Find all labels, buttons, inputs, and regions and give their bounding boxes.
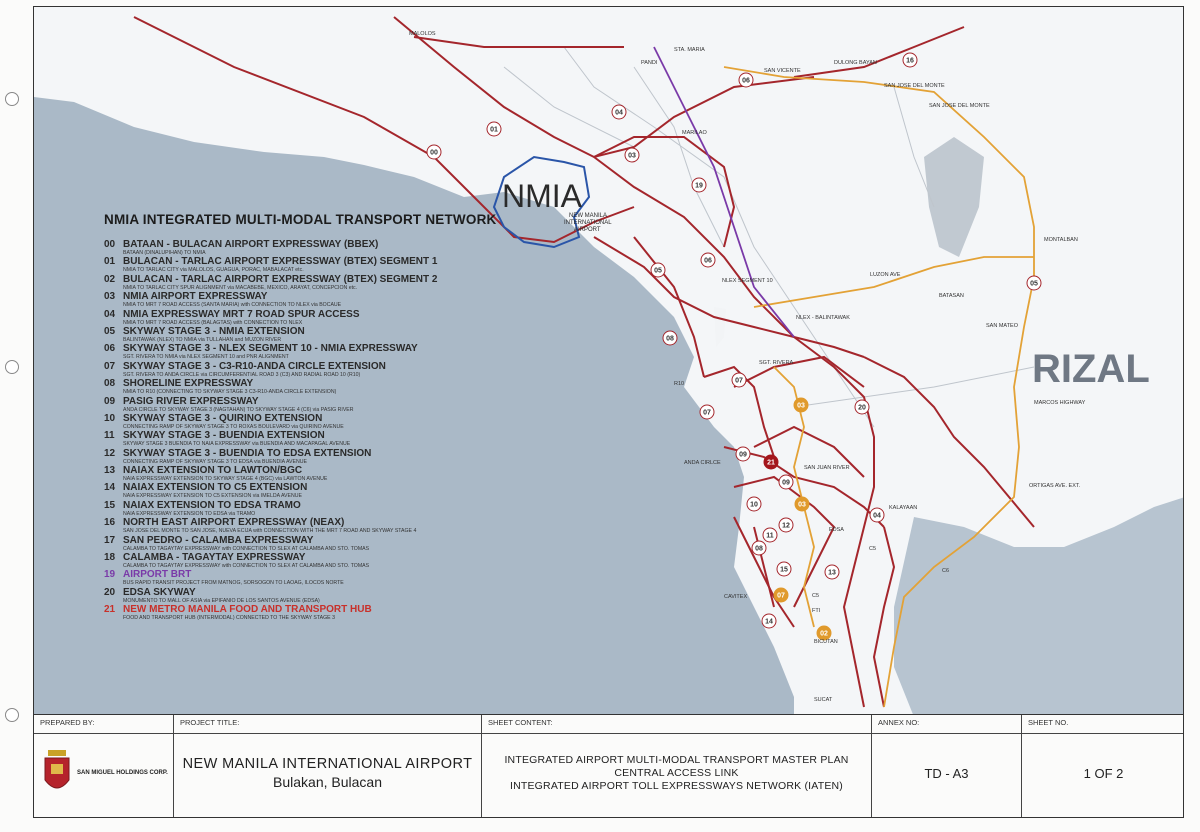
- label-cavitex: CAVITEX: [724, 594, 748, 600]
- route-marker-number: 03: [628, 152, 636, 160]
- legend-item: [104, 413, 524, 430]
- legend-item: [104, 274, 524, 291]
- nmia-sub-1: NEW MANILA: [569, 213, 608, 219]
- label-montalban: MONTALBAN: [1044, 237, 1078, 243]
- legend-item-name: BULACAN - TARLAC AIRPORT EXPRESSWAY (BTEX) SEGMENT 2: [123, 273, 438, 285]
- route-marker-number: 19: [695, 182, 703, 190]
- legend-item-title: [104, 482, 524, 493]
- route-marker[interactable]: [736, 447, 750, 461]
- route-04: [414, 37, 624, 47]
- route-marker[interactable]: [739, 73, 753, 87]
- legend-item-name: NEW METRO MANILA FOOD AND TRANSPORT HUB: [123, 604, 372, 616]
- route-marker-number: 15: [780, 566, 788, 574]
- legend-item-description: BATAAN (DINALUPIHAN) TO NMIA: [123, 250, 206, 256]
- legend-item-name: NMIA AIRPORT EXPRESSWAY: [123, 291, 268, 303]
- legend-item-name: BATAAN - BULACAN AIRPORT EXPRESSWAY (BBEX): [123, 239, 379, 250]
- label-anda-circle: ANDA CIRLCE: [684, 460, 721, 466]
- legend-item-number: 17: [104, 534, 116, 546]
- project-title-cell: [174, 715, 482, 817]
- legend-title: NMIA INTEGRATED MULTI-MODAL TRANSPORT NETWORK: [104, 212, 497, 227]
- legend-item-description: BALINTAWAK (NLEX) TO NMIA via TULLAHAN and MUZON RIVER: [123, 336, 282, 343]
- legend-item-number: 13: [104, 465, 116, 477]
- legend-item-number: 02: [104, 273, 116, 285]
- legend-item-number: 21: [104, 604, 116, 616]
- route-marker-number: 11: [766, 532, 774, 540]
- route-marker[interactable]: [779, 518, 793, 532]
- legend-item-description: CALAMBA TO TAGAYTAY EXPRESSWAY with CONNECTION TO SLEX AT CALAMBA AND STO. TOMAS: [123, 545, 370, 552]
- route-16: [794, 27, 964, 77]
- annex-cell: [872, 715, 1022, 817]
- legend-item-number: 19: [104, 569, 116, 581]
- label-luzon-ave: LUZON AVE: [870, 272, 901, 278]
- legend-item-description: FOOD AND TRANSPORT HUB (INTERMODAL) CONNECTED TO THE SKYWAY STAGE 3: [123, 615, 335, 622]
- route-marker[interactable]: [794, 398, 808, 412]
- legend-item-description: SGT. RIVERA TO NMIA via NLEX SEGMENT 10 and PNR ALIGNMENT: [123, 354, 289, 361]
- legend-item-name: PASIG RIVER EXPRESSWAY: [123, 395, 259, 407]
- legend-item-title: [104, 552, 524, 563]
- route-c5: [874, 527, 894, 707]
- legend-item-description: NMIA TO TARLAC CITY via MALOLOS, GUAGUA, PORAC, MABALACAT etc.: [123, 267, 304, 274]
- route-marker[interactable]: [663, 331, 677, 345]
- route-marker[interactable]: [764, 455, 778, 469]
- route-marker[interactable]: [487, 122, 501, 136]
- legend-item: [104, 309, 524, 326]
- legend-item-number: 00: [104, 239, 116, 250]
- legend-item-name: NMIA EXPRESSWAY MRT 7 ROAD SPUR ACCESS: [123, 308, 360, 320]
- route-marker[interactable]: [625, 148, 639, 162]
- legend-item-title: [104, 587, 524, 598]
- legend-item: [104, 604, 524, 621]
- route-marker[interactable]: [612, 105, 626, 119]
- route-marker[interactable]: [774, 588, 788, 602]
- legend-item-description: BUS RAPID TRANSIT PROJECT FROM MATNOG, SORSOGON TO LAOAG, ILOCOS NORTE: [123, 580, 344, 587]
- legend-item-name: BULACAN - TARLAC AIRPORT EXPRESSWAY (BTEX) SEGMENT 1: [123, 256, 438, 268]
- route-marker[interactable]: [762, 614, 776, 628]
- annex-value: TD - A3: [924, 765, 969, 781]
- legend-item-name: CALAMBA - TAGAYTAY EXPRESSWAY: [123, 552, 306, 564]
- legend-item-number: 15: [104, 499, 116, 511]
- legend-item-description: NMIA TO MRT 7 ROAD ACCESS (SANTA MARIA) with CONNECTION TO NLEX via BOCAUE: [123, 302, 342, 309]
- legend-item-title: [104, 361, 524, 372]
- route-marker[interactable]: [752, 541, 766, 555]
- legend-item: [104, 535, 524, 552]
- legend-item-title: [104, 239, 524, 250]
- route-marker-number: 00: [430, 149, 438, 157]
- reservoir: [924, 137, 984, 257]
- label-sjdm-1: SAN JOSE DEL MONTE: [884, 83, 945, 89]
- label-sjdm-2: SAN JOSE DEL MONTE: [929, 103, 990, 109]
- legend-item: [104, 552, 524, 569]
- legend-item-name: SKYWAY STAGE 3 - NMIA EXTENSION: [123, 325, 305, 337]
- legend-item-description: NMIA TO MRT 7 ROAD ACCESS (BALAGTAS) with CONNECTION TO NLEX: [123, 319, 303, 326]
- legend-item-number: 05: [104, 325, 116, 337]
- legend-item-title: [104, 413, 524, 424]
- legend-item-title: [104, 535, 524, 546]
- route-marker[interactable]: [870, 508, 884, 522]
- company-logo: [34, 742, 176, 804]
- binder-hole: [5, 360, 19, 374]
- route-marker-number: 02: [820, 630, 828, 638]
- legend-item-description: CALAMBA TO TAGAYTAY EXPRESSWAY with CONNECTION TO SLEX AT CALAMBA AND STO. TOMAS: [123, 563, 370, 570]
- label-san-juan-river: SAN JUAN RIVER: [804, 465, 850, 471]
- project-title: NEW MANILA INTERNATIONAL AIRPORT: [182, 756, 473, 772]
- label-marcos-highway: MARCOS HIGHWAY: [1034, 400, 1086, 406]
- logo-box: [34, 729, 173, 817]
- legend-item-number: 20: [104, 586, 116, 598]
- label-pandi: PANDI: [641, 60, 658, 66]
- legend-item-name: SKYWAY STAGE 3 - QUIRINO EXTENSION: [123, 412, 323, 424]
- route-marker[interactable]: [825, 565, 839, 579]
- legend-item: [104, 465, 524, 482]
- legend-item: [104, 343, 524, 360]
- label-sgt-rivera: SGT. RIVERA: [759, 360, 794, 366]
- annex-label: ANNEX NO:: [872, 715, 1021, 734]
- route-marker-number: 14: [765, 618, 773, 626]
- legend-item-title: [104, 448, 524, 459]
- legend-item-description: SAN JOSE DEL MONTE TO SAN JOSE, NUEVA ECIJA with CONNECTION WITH THE MRT 7 ROAD AND SKYWAY STAGE 4: [123, 528, 417, 535]
- legend-item: [104, 569, 524, 586]
- legend-item-description: NAIA EXPRESSWAY EXTENSION TO C5 EXTENSION via IMELDA AVENUE: [123, 493, 302, 500]
- legend-item-name: SHORELINE EXPRESSWAY: [123, 378, 254, 390]
- route-marker[interactable]: [763, 528, 777, 542]
- sheet-no-value: 1 OF 2: [1083, 765, 1124, 781]
- legend-item-description: NMIA TO R10 (CONNECTING TO SKYWAY STAGE 3 C3-R10-ANDA CIRCLE EXTENSION): [123, 389, 337, 396]
- legend-item-name: SKYWAY STAGE 3 - BUENDIA EXTENSION: [123, 430, 325, 442]
- route-marker[interactable]: [855, 400, 869, 414]
- route-marker-number: 06: [742, 77, 750, 85]
- label-nlex-balintawak: NLEX - BALINTAWAK: [796, 315, 850, 321]
- project-title-label: PROJECT TITLE:: [174, 715, 481, 734]
- legend-item: [104, 378, 524, 395]
- legend-item: [104, 396, 524, 413]
- route-marker[interactable]: [732, 373, 746, 387]
- route-marker-number: 06: [704, 257, 712, 265]
- legend-item-name: NAIAX EXTENSION TO EDSA TRAMO: [123, 499, 301, 511]
- nmia-label: NMIA: [502, 178, 582, 214]
- label-sta-maria: STA. MARIA: [674, 47, 705, 53]
- legend-item: [104, 291, 524, 308]
- label-edsa: EDSA: [829, 527, 844, 533]
- legend: [104, 212, 524, 622]
- legend-item-number: 06: [104, 343, 116, 355]
- legend-item: [104, 500, 524, 517]
- legend-item-name: AIRPORT BRT: [123, 569, 192, 581]
- legend-item-number: 10: [104, 412, 116, 424]
- nmia-sub-3: AIRPORT: [574, 227, 601, 233]
- legend-item-title: [104, 378, 524, 389]
- route-marker[interactable]: [1027, 276, 1041, 290]
- legend-item-name: SKYWAY STAGE 3 - C3-R10-ANDA CIRCLE EXTENSION: [123, 360, 386, 372]
- legend-item-name: SAN PEDRO - CALAMBA EXPRESSWAY: [123, 534, 314, 546]
- legend-item-description: NAIA EXPRESSWAY EXTENSION TO SKYWAY STAGE 4 (BGC) via LAWTON AVENUE: [123, 476, 328, 483]
- route-marker[interactable]: [817, 626, 831, 640]
- legend-item-number: 14: [104, 482, 116, 494]
- legend-item-description: CONNECTING RAMP OF SKYWAY STAGE 3 TO ROXAS BOULEVARD via QUIRINO AVENUE: [123, 423, 344, 430]
- legend-item: [104, 256, 524, 273]
- legend-item-number: 11: [104, 430, 115, 442]
- label-sucat: SUCAT: [814, 697, 833, 703]
- route-marker[interactable]: [701, 253, 715, 267]
- legend-item-name: SKYWAY STAGE 3 - BUENDIA TO EDSA EXTENSION: [123, 447, 372, 459]
- legend-item-title: [104, 343, 524, 354]
- island: [714, 307, 726, 347]
- route-marker-number: 13: [828, 569, 836, 577]
- route-19-brt: [654, 47, 794, 337]
- route-marker[interactable]: [903, 53, 917, 67]
- legend-item: [104, 430, 524, 447]
- route-marker[interactable]: [777, 562, 791, 576]
- legend-item: [104, 587, 524, 604]
- legend-item-number: 08: [104, 378, 116, 390]
- route-marker-number: 07: [703, 409, 711, 417]
- label-marilao: MARILAO: [682, 130, 707, 136]
- label-san-vicente: SAN VICENTE: [764, 68, 801, 74]
- legend-item-number: 09: [104, 395, 116, 407]
- route-marker-number: 10: [750, 501, 758, 509]
- sheet-no-cell: [1022, 715, 1184, 817]
- route-marker-number: 08: [755, 545, 763, 553]
- legend-item: [104, 482, 524, 499]
- nmia-sub-2: INTERNATIONAL: [564, 220, 612, 226]
- label-ortigas: ORTIGAS AVE. EXT.: [1029, 483, 1081, 489]
- legend-item-number: 07: [104, 360, 116, 372]
- legend-item-title: [104, 430, 524, 441]
- legend-item-description: ANDA CIRCLE TO SKYWAY STAGE 3 (NAGTAHAN) TO SKYWAY STAGE 4 (C6) via PASIG RIVER: [123, 406, 354, 413]
- legend-item-description: MONUMENTO TO MALL OF ASIA via EPIFANIO DE LOS SANTOS AVENUE (EDSA): [123, 597, 320, 604]
- label-batasan: BATASAN: [939, 293, 964, 299]
- legend-item-title: [104, 517, 524, 528]
- label-c6: C6: [942, 568, 950, 574]
- route-marker[interactable]: [747, 497, 761, 511]
- route-marker-number: 03: [798, 501, 806, 509]
- legend-item-name: NAIAX EXTENSION TO LAWTON/BGC: [123, 465, 303, 477]
- route-marker-number: 03: [797, 402, 805, 410]
- legend-item: [104, 448, 524, 465]
- legend-item-title: [104, 604, 524, 615]
- sheet-content-cell: [482, 715, 872, 817]
- label-c5b: C5: [812, 593, 820, 599]
- legend-item-title: [104, 274, 524, 285]
- legend-item-title: [104, 569, 524, 580]
- label-san-mateo: SAN MATEO: [986, 323, 1018, 329]
- shield-logo-icon: [42, 748, 72, 798]
- label-kalayaan: KALAYAAN: [889, 505, 918, 511]
- sheet-content-line-2: CENTRAL ACCESS LINK: [614, 766, 739, 779]
- route-marker[interactable]: [692, 178, 706, 192]
- route-marker-number: 07: [735, 377, 743, 385]
- legend-item-number: 01: [104, 256, 116, 268]
- legend-item-title: [104, 500, 524, 511]
- legend-item-number: 12: [104, 447, 116, 459]
- route-marker-number: 04: [873, 512, 881, 520]
- legend-item-description: NAIA EXPRESSWAY EXTENSION TO EDSA via TRAMO: [123, 510, 256, 517]
- label-c5a: C5: [869, 546, 877, 552]
- route-marker-number: 05: [654, 267, 662, 275]
- legend-list: [104, 239, 524, 622]
- label-dulong-bayan: DULONG BAYAN: [834, 60, 877, 66]
- legend-item-name: NORTH EAST AIRPORT EXPRESSWAY (NEAX): [123, 517, 345, 529]
- legend-item-number: 04: [104, 308, 116, 320]
- region-label-rizal: RIZAL: [1032, 347, 1150, 391]
- orange-connector: [754, 257, 1034, 307]
- legend-item-number: 18: [104, 552, 116, 564]
- label-nlex-seg10: NLEX SEGMENT 10: [722, 278, 773, 284]
- map-sheet: [33, 6, 1184, 818]
- route-03: [594, 137, 734, 247]
- route-marker-number: 20: [858, 404, 866, 412]
- sheet-content-line-3: INTEGRATED AIRPORT TOLL EXPRESSWAYS NETWORK (IATEN): [509, 779, 844, 792]
- label-bicutan: BICUTAN: [814, 639, 838, 645]
- sheet-content-label: SHEET CONTENT:: [482, 715, 871, 734]
- route-marker[interactable]: [795, 497, 809, 511]
- legend-item-title: [104, 256, 524, 267]
- prepared-by-label: PREPARED BY:: [34, 715, 173, 734]
- legend-item-description: SKYWAY STAGE 3 BUENDIA TO NAIA EXPRESSWAY via BUENDIA AND MACAPAGAL AVENUE: [123, 441, 351, 448]
- route-marker[interactable]: [779, 475, 793, 489]
- route-marker-number: 12: [782, 522, 790, 530]
- route-marker[interactable]: [651, 263, 665, 277]
- route-marker-number: 04: [615, 109, 623, 117]
- sheet-no-label: SHEET NO.: [1022, 715, 1184, 734]
- label-fti: FTI: [812, 608, 821, 614]
- legend-item-number: 03: [104, 291, 116, 303]
- route-marker-number: 21: [767, 459, 775, 467]
- legend-item: [104, 361, 524, 378]
- route-marker-number: 05: [1030, 280, 1038, 288]
- route-marker-number: 16: [906, 57, 914, 65]
- legend-item-description: CONNECTING RAMP OF SKYWAY STAGE 3 TO EDSA via BUENDIA AVENUE: [123, 458, 307, 465]
- route-marker[interactable]: [700, 405, 714, 419]
- laguna-lake: [894, 497, 1184, 717]
- legend-item-name: NAIAX EXTENSION TO C5 EXTENSION: [123, 482, 308, 494]
- legend-item: [104, 326, 524, 343]
- legend-item: [104, 517, 524, 534]
- route-marker-number: 09: [739, 451, 747, 459]
- route-marker-number: 01: [490, 126, 498, 134]
- route-marker[interactable]: [427, 145, 441, 159]
- legend-item-title: [104, 309, 524, 320]
- legend-item-number: 16: [104, 517, 116, 529]
- prepared-by-cell: [34, 715, 174, 817]
- legend-item-title: [104, 326, 524, 337]
- binder-hole: [5, 92, 19, 106]
- legend-item-title: [104, 291, 524, 302]
- project-location: Bulakan, Bulacan: [273, 774, 382, 790]
- route-01: [394, 17, 814, 157]
- company-name: SAN MIGUEL HOLDINGS CORP.: [77, 770, 168, 776]
- legend-item-description: NMIA TO TARLAC CITY SPUR ALIGNMENT via MACABEBE, MEXICO, ARAYAT, CONCEPCION etc.: [123, 284, 358, 291]
- sheet-content-line-1: INTEGRATED AIRPORT MULTI-MODAL TRANSPORT MASTER PLAN: [504, 753, 849, 766]
- route-marker-number: 08: [666, 335, 674, 343]
- legend-item-name: EDSA SKYWAY: [123, 586, 196, 598]
- route-metro-c: [734, 477, 834, 607]
- legend-item: [104, 239, 524, 256]
- route-marker-number: 07: [777, 592, 785, 600]
- legend-item-title: [104, 465, 524, 476]
- binder-hole: [5, 708, 19, 722]
- label-r10: R10: [674, 381, 685, 387]
- legend-item-name: SKYWAY STAGE 3 - NLEX SEGMENT 10 - NMIA EXPRESSWAY: [123, 343, 418, 355]
- route-marker-number: 09: [782, 479, 790, 487]
- legend-item-description: SGT. RIVERA TO ANDA CIRCLE via CIRCUMFERENTIAL ROAD 3 (C3) AND RADIAL ROAD 10 (R10): [123, 371, 361, 378]
- title-block: [34, 714, 1183, 817]
- label-malolos: MALOLOS: [409, 31, 436, 37]
- legend-item-title: [104, 396, 524, 407]
